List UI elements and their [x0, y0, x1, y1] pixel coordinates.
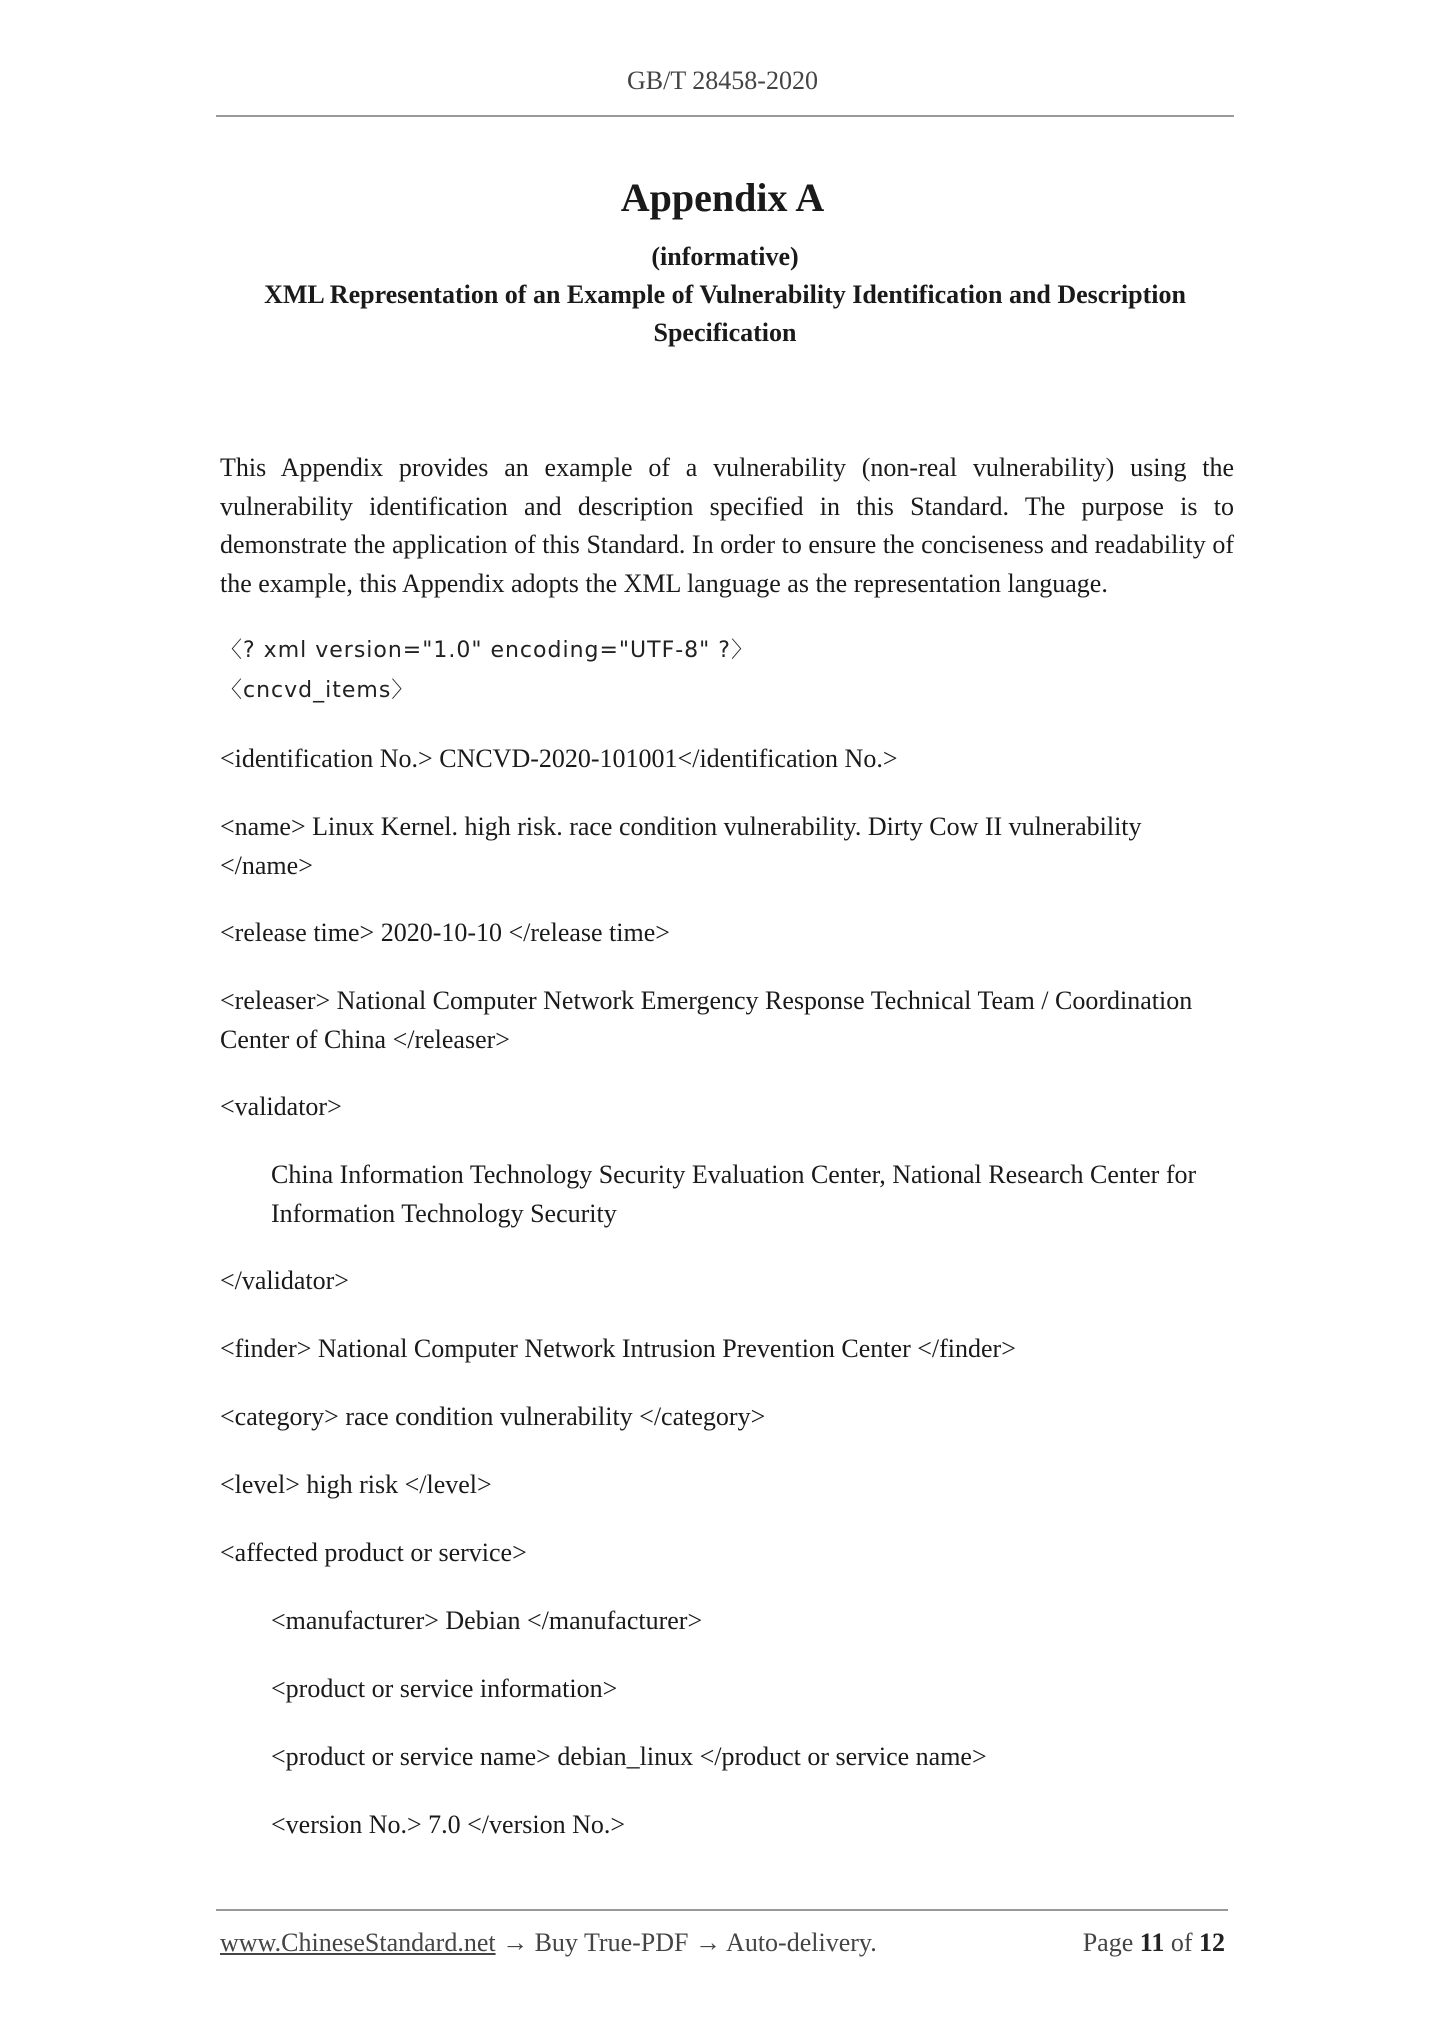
- xml-line-affected-open: <affected product or service>: [220, 1538, 527, 1567]
- xml-line-validator-open: <validator>: [220, 1092, 342, 1121]
- standard-code: GB/T 28458-2020: [627, 66, 818, 95]
- appendix-title: Appendix A: [620, 175, 825, 220]
- xml-line-level: <level> high risk </level>: [220, 1470, 492, 1499]
- xml-declaration: 〈? xml version="1.0" encoding="UTF-8" ?〉: [220, 638, 754, 663]
- xml-line-releaser: <releaser> National Computer Network Emergency Response Technical Team / Coordination Center of China </releaser>: [220, 986, 1193, 1054]
- page-current: 11: [1139, 1928, 1165, 1957]
- xml-line-finder: <finder> National Computer Network Intrusion Prevention Center </finder>: [220, 1334, 1016, 1363]
- xml-line-manufacturer: <manufacturer> Debian </manufacturer>: [271, 1606, 703, 1635]
- xml-line-category: <category> race condition vulnerability </category>: [220, 1402, 766, 1431]
- appendix-subtitle-line-1: XML Representation of an Example of Vulnerability Identification and Description: [264, 280, 1186, 309]
- of-label: of: [1170, 1928, 1193, 1957]
- footer-divider: [216, 1909, 1228, 1911]
- page-label: Page: [1082, 1928, 1134, 1957]
- informative-label: (informative): [651, 242, 799, 271]
- xml-line-product-name: <product or service name> debian_linux </product or service name>: [271, 1742, 987, 1771]
- intro-paragraph: This Appendix provides an example of a vulnerability (non-real vulnerability) using the vulnerability identification and description specified in this Standard. The purpose is to demonstrate the application of this Standard. In order to ensure the conciseness and readability of the example, this Appendix adopts the XML language as the representation language.: [220, 453, 1234, 598]
- xml-line-validator-value: China Information Technology Security Evaluation Center, National Research Center for Information Technology Security: [271, 1160, 1197, 1228]
- xml-line-release-time: <release time> 2020-10-10 </release time>: [220, 918, 670, 947]
- appendix-subtitle: [216, 276, 1234, 352]
- page-indicator: [1083, 1928, 1225, 1958]
- xml-root-open: 〈cncvd_items〉: [220, 678, 415, 703]
- promo-text: → Buy True-PDF → Auto-delivery.: [495, 1928, 877, 1957]
- appendix-subtitle-line-2: Specification: [653, 318, 797, 347]
- xml-line-identification: <identification No.> CNCVD-2020-101001</identification No.>: [220, 744, 898, 773]
- header-divider: [216, 115, 1234, 117]
- xml-line-name: <name> Linux Kernel. high risk. race condition vulnerability. Dirty Cow II vulnerability </name>: [220, 812, 1142, 880]
- footer-promo: [220, 1928, 877, 1958]
- xml-line-validator-close: </validator>: [220, 1266, 349, 1295]
- site-link[interactable]: www.ChineseStandard.net: [220, 1928, 496, 1957]
- xml-line-version: <version No.> 7.0 </version No.>: [271, 1810, 626, 1839]
- xml-line-product-info-open: <product or service information>: [271, 1674, 618, 1703]
- page-total: 12: [1199, 1928, 1225, 1957]
